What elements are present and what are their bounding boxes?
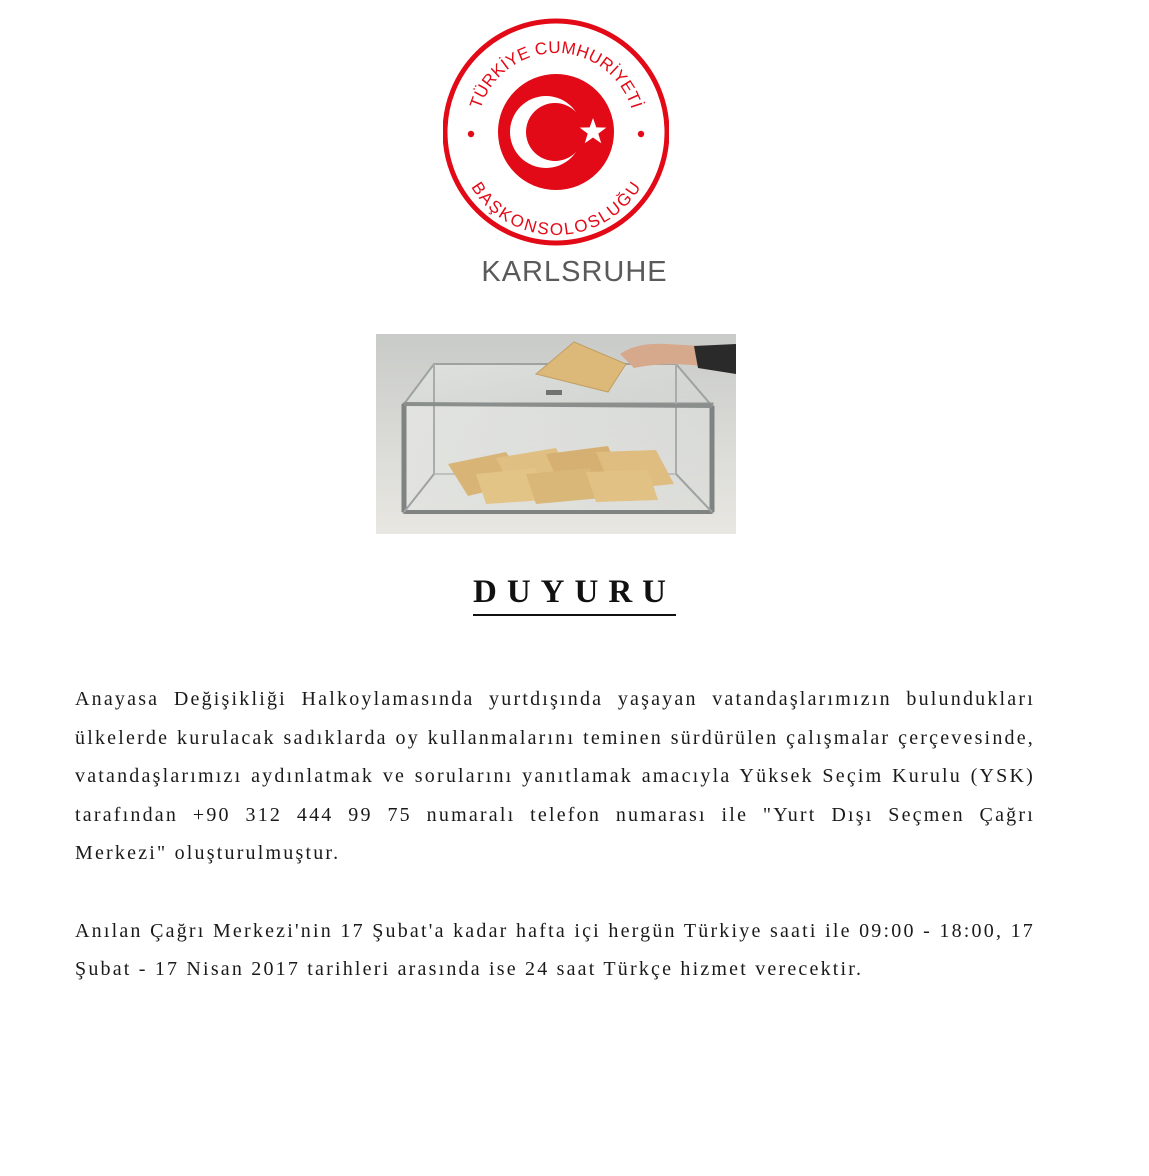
announcement-body — [75, 680, 1035, 989]
city-name: KARLSRUHE — [481, 256, 668, 288]
seal-graphic — [443, 14, 669, 250]
paragraph-service-hours: Anılan Çağrı Merkezi'nin 17 Şubat'a kadar hafta içi hergün Türkiye saati ile 09:00 - 18:00, 17 Şubat - 17 Nisan 2017 tarihleri arasında ise 24 saat Türkçe hizmet verecektir. — [75, 919, 1035, 981]
consulate-seal-logo — [443, 14, 669, 250]
seal-dot-right — [638, 131, 644, 137]
crescent-inner — [526, 103, 584, 161]
seal-arc-top-text: TÜRKİYE CUMHURİYETİ — [466, 37, 647, 111]
seal-arc-bottom-text: BAŞKONSOLOSLUĞU — [467, 178, 645, 240]
heading-text: DUYURU — [473, 572, 676, 616]
seal-dot-left — [468, 131, 474, 137]
ballot-box-photo — [376, 334, 736, 534]
announcement-heading — [0, 572, 1149, 616]
paragraph-call-center: Anayasa Değişikliği Halkoylamasında yurtdışında yaşayan vatandaşlarımızın bulundukları ülkelerde kurulacak sadıklarda oy kullanmalarını teminen sürdürülen çalışmalar çerçevesinde, vatandaşlarımızı aydınlatmak ve sorularını yanıtlamak amacıyla Yüksek Seçim Kurulu (YSK) tarafından +90 312 444 99 75 numaralı telefon numarası ile "Yurt Dışı Seçmen Çağrı Merkezi" oluşturulmuştur. — [75, 688, 1035, 865]
